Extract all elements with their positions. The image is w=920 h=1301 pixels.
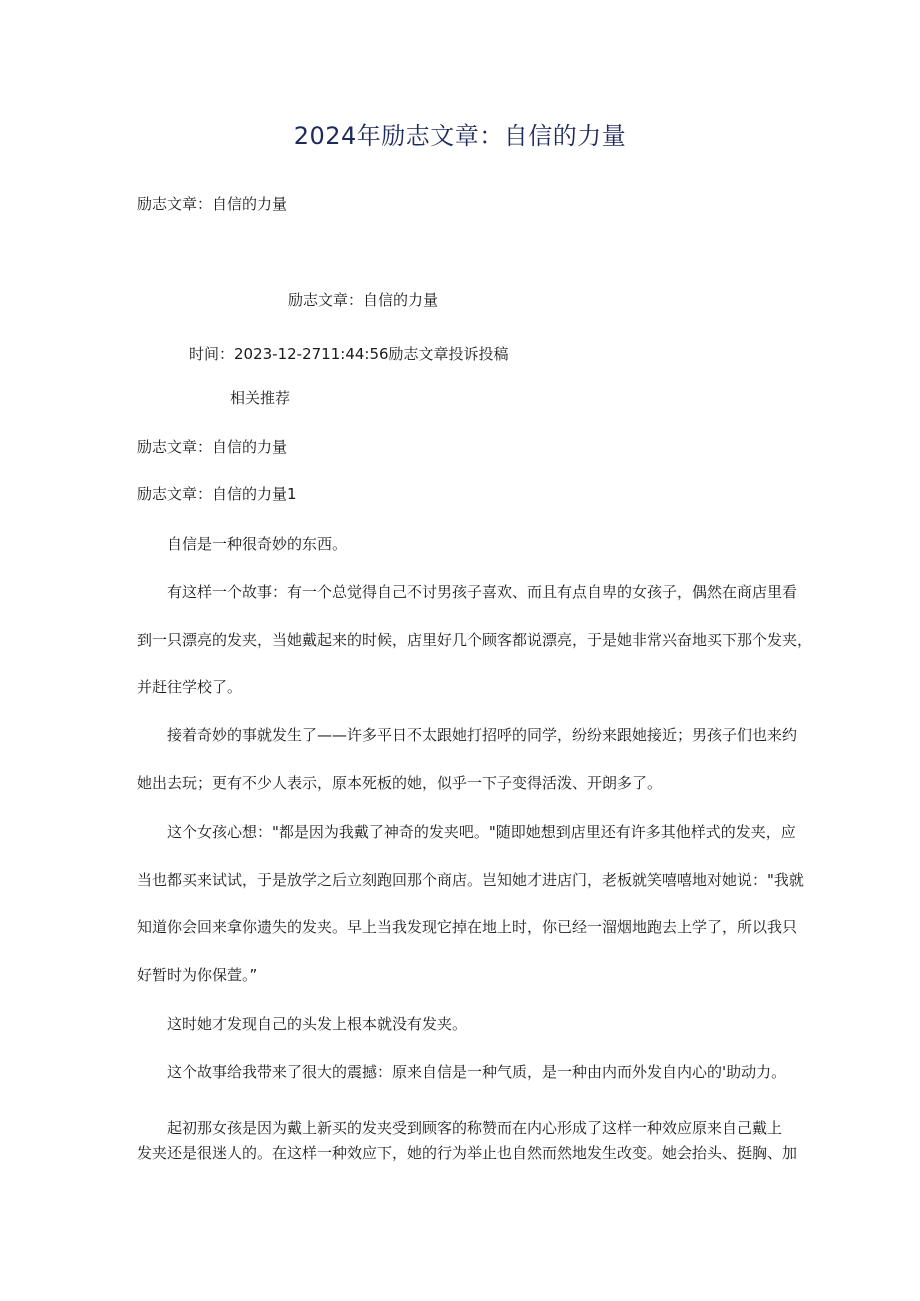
paragraph-4-line-1: 这个女孩心想："都是因为我戴了神奇的发夹吧。"随即她想到店里还有许多其他样式的发夹，应 [167,823,796,841]
paragraph-4-line-2: 当也都买来试试，于是放学之后立刻跑回那个商店。岂知她才进店门，老板就笑嘻嘻地对她说："我就 [137,871,804,889]
paragraph-4-line-3: 知道你会回来拿你遗失的发夹。早上当我发现它掉在地上时，你已经一溜烟地跑去上学了，所以我只 [137,918,798,936]
paragraph-6: 这个故事给我带来了很大的震撼：原来自信是一种气质，是一种由内而外发自内心的'助动力。 [167,1063,787,1081]
related-heading: 相关推荐 [230,389,291,407]
paragraph-2-line-2: 到一只漂亮的发夹，当她戴起来的时候，店里好几个顾客都说漂亮，于是她非常兴奋地买下那个发夹， [137,631,813,649]
paragraph-3-line-2: 她出去玩；更有不少人表示，原本死板的她，似乎一下子变得活泼、开朗多了。 [137,774,663,792]
meta-line: 时间：2023-12-2711:44:56励志文章投诉投稿 [189,345,509,363]
paragraph-4-line-4: 好暂时为你保萱。” [137,966,258,984]
paragraph-2-line-1: 有这样一个故事：有一个总觉得自己不讨男孩子喜欢、而且有点自卑的女孩子，偶然在商店里看 [167,583,798,601]
paragraph-3-line-1: 接着奇妙的事就发生了——许多平日不太跟她打招呼的同学，纷纷来跟她接近；男孩子们也来约 [167,726,798,744]
paragraph-1: 自信是一种很奇妙的东西。 [167,535,348,553]
centered-subtitle: 励志文章：自信的力量 [288,291,439,309]
paragraph-7-line-1: 起初那女孩是因为戴上新买的发夹受到顾客的称赞而在内心形成了这样一种效应原来自己戴上 [167,1119,783,1137]
paragraph-7-line-2: 发夹还是很迷人的。在这样一种效应下，她的行为举止也自然而然地发生改变。她会抬头、挺胸、加 [137,1144,798,1162]
paragraph-2-line-3: 并赶往学校了。 [137,678,243,696]
article-heading: 励志文章：自信的力量 [137,438,288,456]
document-title: 2024年励志文章：自信的力量 [293,122,627,150]
article-subheading: 励志文章：自信的力量1 [137,485,297,503]
subtitle-line: 励志文章：自信的力量 [137,195,288,213]
paragraph-5: 这时她才发现自己的头发上根本就没有发夹。 [167,1015,468,1033]
